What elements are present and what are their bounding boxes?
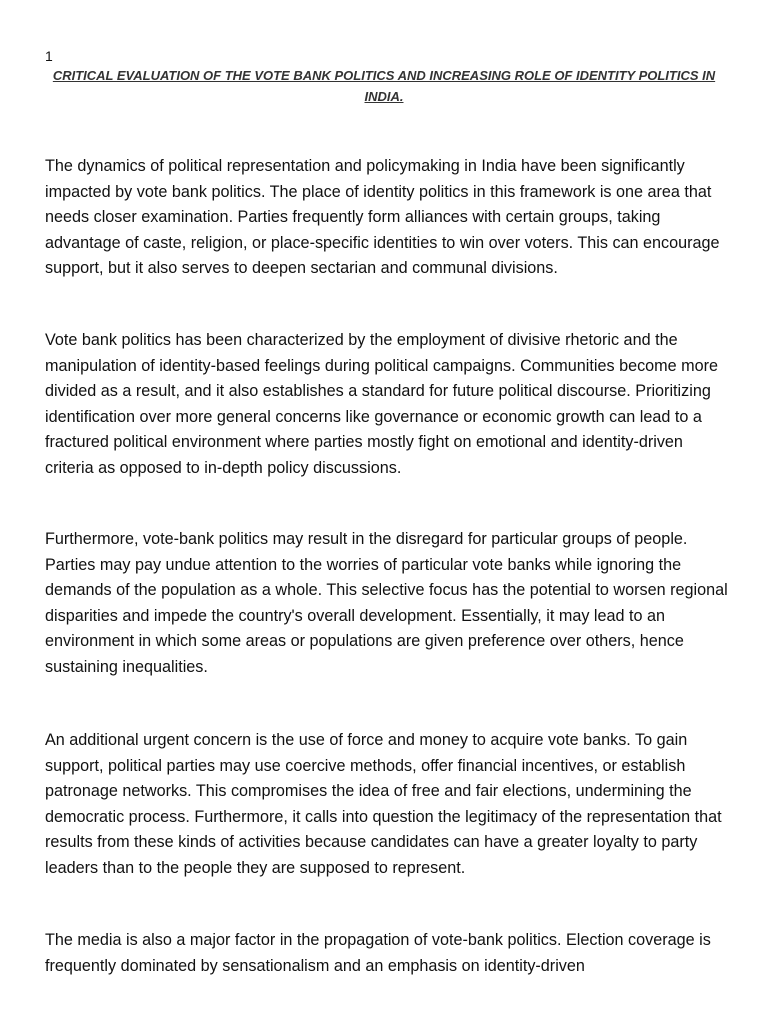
paragraph: The media is also a major factor in the propagation of vote-bank politics. Election coverage is frequently dominated by sensationalism and an emphasis on identity-driven (45, 931, 711, 975)
page-number: 1 (45, 48, 53, 64)
paragraph: An additional urgent concern is the use of force and money to acquire vote banks. To gain support, political parties may use coercive methods, offer financial incentives, or establish patronage networks. This compromises the idea of free and fair elections, undermining the democratic process. Furthermore, it calls into question the legitimacy of the representation that results from these kinds of activities because candidates can have a greater loyalty to party leaders than to the people they are supposed to represent. (45, 731, 722, 877)
document-title: CRITICAL EVALUATION OF THE VOTE BANK POLITICS AND INCREASING ROLE OF IDENTITY POLITICS IN INDIA. (52, 68, 716, 104)
paragraph: Furthermore, vote-bank politics may result in the disregard for particular groups of people. Parties may pay undue attention to the worries of particular vote banks while ignoring the demands of the population as a whole. This selective focus has the potential to worsen regional disparities and impede the country's overall development. Essentially, it may lead to an environment in which some areas or populations are given preference over others, hence sustaining inequalities. (45, 530, 728, 676)
paragraph: The dynamics of political representation and policymaking in India have been significantly impacted by vote bank politics. The place of identity politics in this framework is one area that needs closer examination. Parties frequently form alliances with certain groups, taking advantage of caste, religion, or place-specific identities to win over voters. This can encourage support, but it also serves to deepen sectarian and communal divisions. (45, 157, 720, 277)
paragraph: Vote bank politics has been characterized by the employment of divisive rhetoric and the manipulation of identity-based feelings during political campaigns. Communities become more divided as a result, and it also establishes a standard for future political discourse. Prioritizing identification over more general concerns like governance or economic growth can lead to a fractured political environment where parties mostly fight on emotional and identity-driven criteria as opposed to in-depth policy discussions. (45, 331, 719, 477)
